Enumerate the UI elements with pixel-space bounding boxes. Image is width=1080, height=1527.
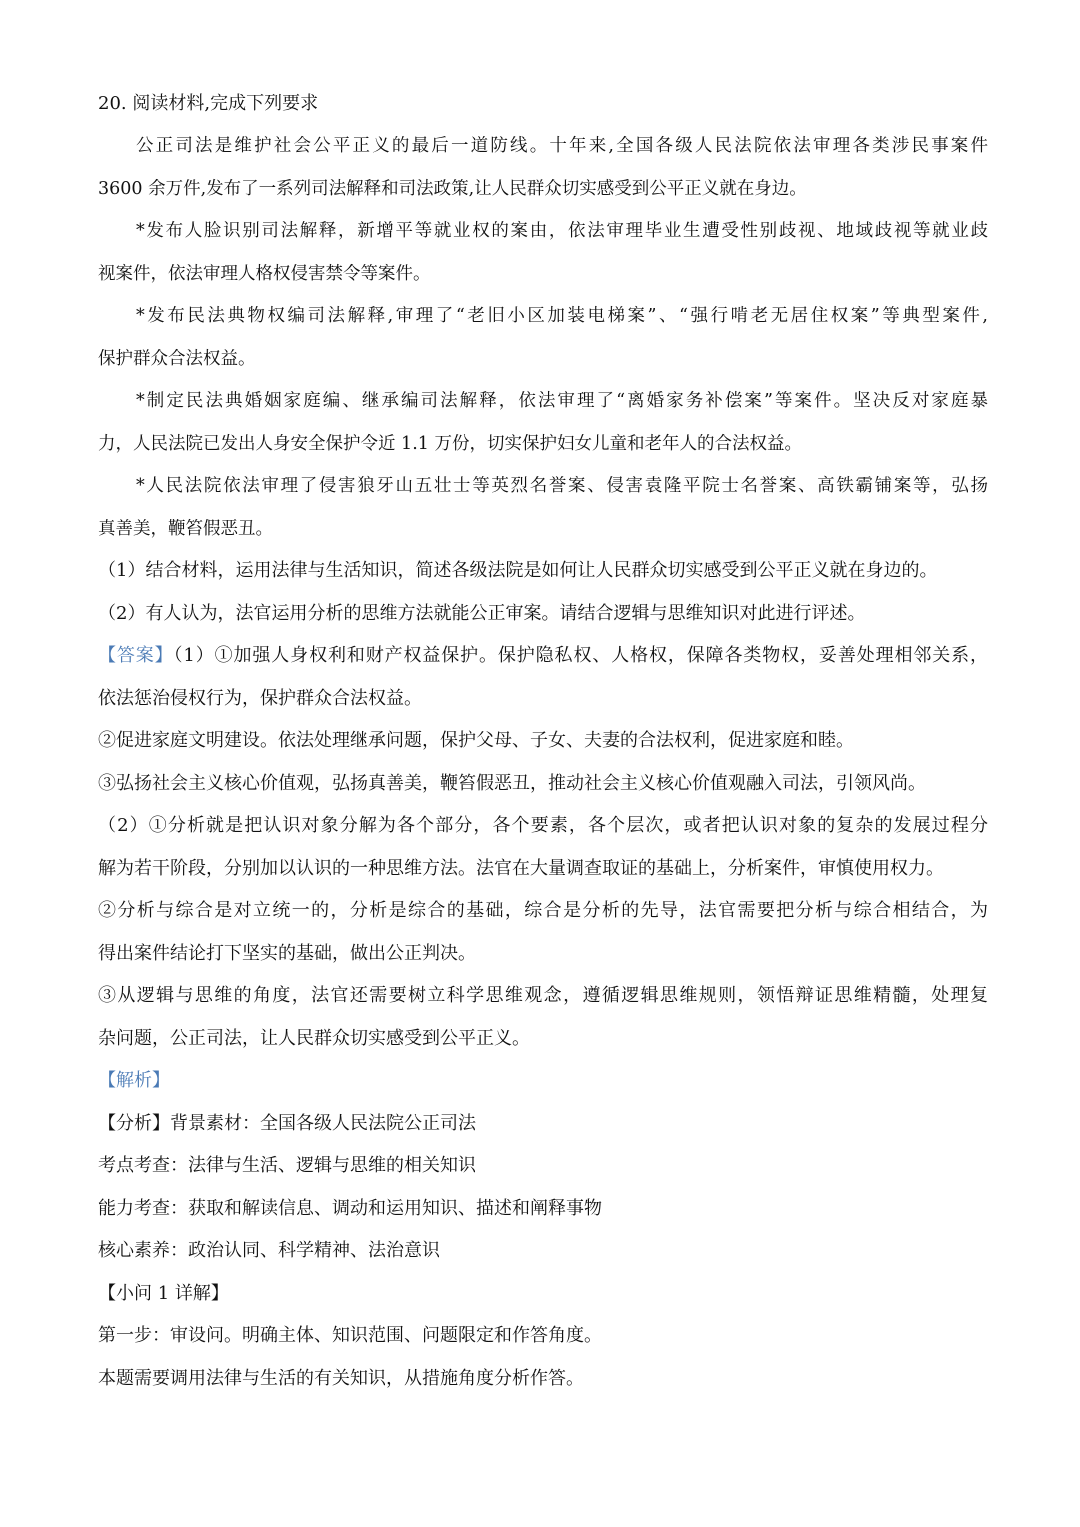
answer-line: ②促进家庭文明建设。依法处理继承问题，保护父母、子女、夫妻的合法权利，促进家庭和睦。 bbox=[98, 730, 854, 751]
material-line: *制定民法典婚姻家庭编、继承编司法解释，依法审理了“离婚家务补偿案”等案件。坚决反对家庭暴 bbox=[136, 391, 988, 411]
material-line: *发布民法典物权编司法解释,审理了“老旧小区加装电梯案”、“强行啃老无居住权案”等典型案件, bbox=[136, 306, 988, 326]
analysis-line: 核心素养：政治认同、科学精神、法治意识 bbox=[98, 1240, 440, 1261]
sub-question-2: （2）有人认为，法官运用分析的思维方法就能公正审案。请结合逻辑与思维知识对此进行评述。 bbox=[98, 603, 866, 624]
analysis-line: 能力考查：获取和解读信息、调动和运用知识、描述和阐释事物 bbox=[98, 1198, 602, 1219]
answer-first-line bbox=[98, 643, 988, 669]
answer-line: 依法惩治侵权行为，保护群众合法权益。 bbox=[98, 688, 422, 709]
analysis-line: 本题需要调用法律与生活的有关知识，从措施角度分析作答。 bbox=[98, 1368, 584, 1389]
question-title: 20. 阅读材料,完成下列要求 bbox=[98, 93, 319, 114]
analysis-line: 【小问 1 详解】 bbox=[98, 1283, 229, 1304]
answer-line: 得出案件结论打下坚实的基础，做出公正判决。 bbox=[98, 943, 476, 964]
analysis-line: 【分析】背景素材：全国各级人民法院公正司法 bbox=[98, 1113, 476, 1134]
analysis-line: 考点考查：法律与生活、逻辑与思维的相关知识 bbox=[98, 1155, 476, 1176]
material-line: 真善美，鞭笞假恶丑。 bbox=[98, 519, 273, 539]
material-line: 3600 余万件,发布了一系列司法解释和司法政策,让人民群众切实感受到公平正义就在身边。 bbox=[98, 179, 807, 199]
material-line: 视案件，依法审理人格权侵害禁令等案件。 bbox=[98, 264, 431, 284]
answer-line: ②分析与综合是对立统一的，分析是综合的基础，综合是分析的先导，法官需要把分析与综合相结合，为 bbox=[98, 900, 988, 921]
answer-line: 杂问题，公正司法，让人民群众切实感受到公平正义。 bbox=[98, 1028, 530, 1049]
analysis-line: 第一步：审设问。明确主体、知识范围、问题限定和作答角度。 bbox=[98, 1325, 602, 1346]
material-line: 公正司法是维护社会公平正义的最后一道防线。十年来,全国各级人民法院依法审理各类涉民事案件 bbox=[136, 136, 988, 156]
answer-line: （2）①分析就是把认识对象分解为各个部分，各个要素，各个层次，或者把认识对象的复杂的发展过程分 bbox=[98, 815, 988, 836]
answer-line: 解为若干阶段，分别加以认识的一种思维方法。法官在大量调查取证的基础上，分析案件，审慎使用权力。 bbox=[98, 858, 944, 879]
material-line: *人民法院依法审理了侵害狼牙山五壮士等英烈名誉案、侵害袁隆平院士名誉案、高铁霸铺案等，弘扬 bbox=[136, 476, 988, 496]
answer-label: 【答案】 bbox=[98, 645, 174, 666]
material-line: 保护群众合法权益。 bbox=[98, 349, 256, 369]
analysis-label: 【解析】 bbox=[98, 1070, 170, 1091]
answer-line: ③从逻辑与思维的角度，法官还需要树立科学思维观念，遵循逻辑思维规则，领悟辩证思维精髓，处理复 bbox=[98, 985, 988, 1006]
answer-text: （1）①加强人身权利和财产权益保护。保护隐私权、人格权，保障各类物权，妥善处理相邻关系， bbox=[173, 645, 988, 666]
material-line: *发布人脸识别司法解释，新增平等就业权的案由，依法审理毕业生遭受性别歧视、地域歧视等就业歧 bbox=[136, 221, 988, 241]
answer-line: ③弘扬社会主义核心价值观，弘扬真善美，鞭笞假恶丑，推动社会主义核心价值观融入司法，引领风尚。 bbox=[98, 773, 926, 794]
sub-question-1: （1）结合材料，运用法律与生活知识，简述各级法院是如何让人民群众切实感受到公平正义就在身边的。 bbox=[98, 560, 938, 581]
material-line: 力，人民法院已发出人身安全保护令近 1.1 万份，切实保护妇女儿童和老年人的合法权益。 bbox=[98, 434, 802, 454]
